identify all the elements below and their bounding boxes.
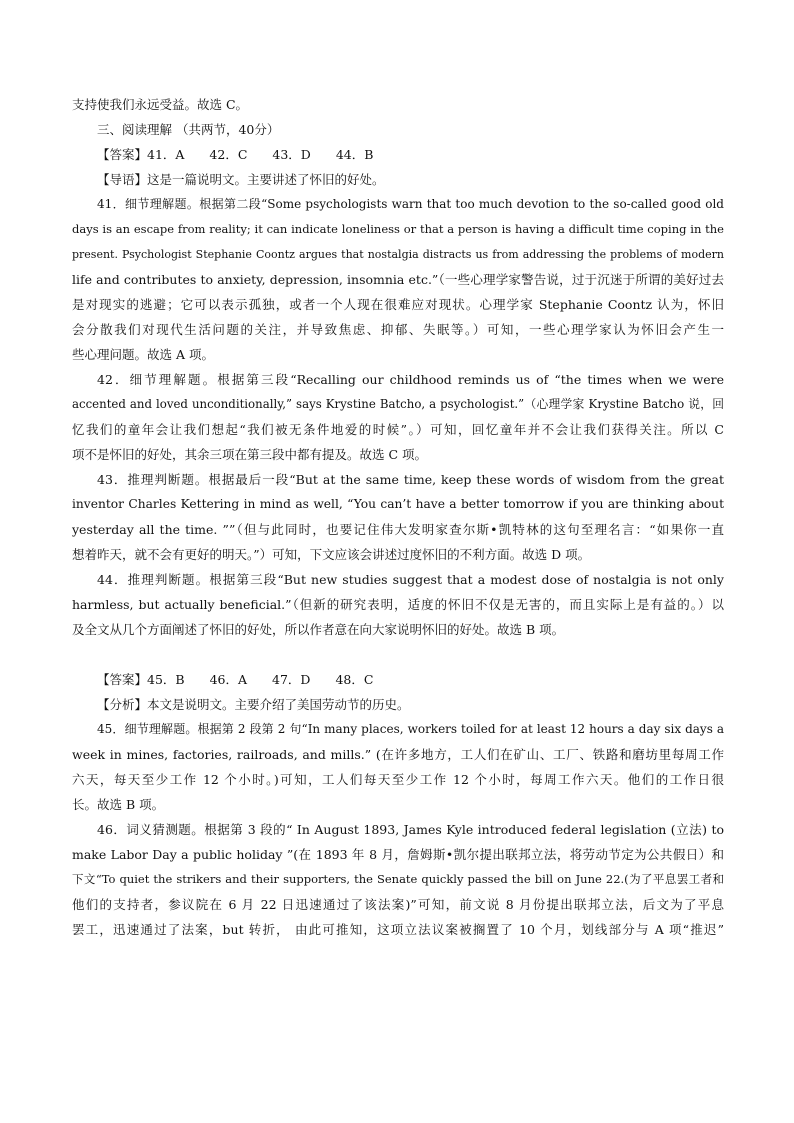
explanation-41-line-3: present. Psychologist Stephanie Coontz argues that nostalgia distracts us from addressing the problems of modern xyxy=(72,248,724,261)
explanation-43-line-4: 想着昨天，就不会有更好的明天。”）可知，下文应该会讲述过度怀旧的不利方面。故选 D 项。 xyxy=(72,547,591,562)
explanation-42-line-2: accented and loved unconditionally,” says Krystine Batcho, a psychologist.”（心理学家 Krystine Batcho 说，回 xyxy=(72,397,724,411)
section-gap xyxy=(72,642,724,667)
document-page xyxy=(72,92,724,942)
explanation-43-line-3: yesterday all the time. ””（但与此同时，也要记住伟大发明家查尔斯•凯特林的这句至理名言：“如果你一直 xyxy=(72,522,724,537)
explanation-46-line-1: 46．词义猜测题。根据第 3 段的“ In August 1893, James Kyle introduced federal legislation (立法) to xyxy=(97,822,724,837)
explanation-41-line-5: 是对现实的逃避；它可以表示孤独，或者一个人现在很难应对现状。心理学家 Stephanie Coontz 认为，怀旧 xyxy=(72,297,724,312)
explanation-46-line-4: 他们的支持者，参议院在 6 月 22 日迅速通过了该法案)”可知，前文说 8 月份提出联邦立法，后文为了平息 xyxy=(72,897,724,912)
explanation-43-line-1: 43．推理判断题。根据最后一段“But at the same time, keep these words of wisdom from the great xyxy=(97,472,724,487)
explanation-41-line-6: 会分散我们对现代生活问题的关注，并导致焦虑、抑郁、失眠等。）可知，一些心理学家认为怀旧会产生一 xyxy=(72,322,724,337)
section-heading: 三、阅读理解 （共两节，40分） xyxy=(97,122,280,137)
explanation-46-line-5: 罢工，迅速通过了法案，but 转折， 由此可推知，这项立法议案被搁置了 10 个月，划线部分与 A 项“推迟” xyxy=(72,922,724,937)
answer-continuation: 支持使我们永远受益。故选 C。 xyxy=(72,97,249,112)
explanation-44-line-3: 及全文从几个方面阐述了怀旧的好处，所以作者意在向大家说明怀旧的好处。故选 B 项。 xyxy=(72,622,565,637)
explanation-41-line-4: life and contributes to anxiety, depression, insomnia etc.”（一些心理学家警告说，过于沉迷于所谓的美好过去 xyxy=(72,272,724,287)
explanation-46-line-3: 下文“To quiet the strikers and their supporters, the Senate quickly passed the bill on June 22.(为了平息罢工者和 xyxy=(72,872,724,886)
explanation-41-line-1: 41．细节理解题。根据第二段“Some psychologists warn that too much devotion to the so-called good old xyxy=(97,197,724,211)
explanation-41-line-2: days is an escape from reality; it can indicate loneliness or that a person is having a difficult time coping in the xyxy=(72,222,724,236)
explanation-45-line-4: 长。故选 B 项。 xyxy=(72,797,165,812)
explanation-42-line-1: 42．细节理解题。根据第三段“Recalling our childhood reminds us of “the times when we were xyxy=(97,372,724,387)
explanation-44-line-2: harmless, but actually beneficial.”（但新的研究表明，适度的怀旧不仅是无害的，而且实际上是有益的。）以 xyxy=(72,597,724,612)
explanation-42-line-4: 项不是怀旧的好处，其余三项在第三段中都有提及。故选 C 项。 xyxy=(72,447,428,462)
explanation-44-line-1: 44．推理判断题。根据第三段“But new studies suggest that a modest dose of nostalgia is not only xyxy=(97,572,724,587)
explanation-45-line-1: 45．细节理解题。根据第 2 段第 2 句“In many places, workers toiled for at least 12 hours a day six days a xyxy=(97,722,724,736)
passage-intro: 【导语】这是一篇说明文。主要讲述了怀旧的好处。 xyxy=(97,172,385,187)
explanation-42-line-3: 忆我们的童年会让我们想起“我们被无条件地爱的时候”。）可知，回忆童年并不会让我们获得关注。所以 C xyxy=(72,422,724,437)
passage-analysis: 【分析】本文是说明文。主要介绍了美国劳动节的历史。 xyxy=(97,697,410,712)
explanation-45-line-3: 六天，每天至少工作 12 个小时。)可知，工人们每天至少工作 12 个小时，每周工作六天。他们的工作日很 xyxy=(72,772,724,787)
explanation-45-line-2: week in mines, factories, railroads, and mills.” (在许多地方，工人们在矿山、工厂、铁路和磨坊里每周工作 xyxy=(72,747,724,762)
answer-key-45-48: 【答案】45．B 46．A 47．D 48．C xyxy=(97,672,374,687)
explanation-41-line-7: 些心理问题。故选 A 项。 xyxy=(72,347,214,362)
answer-key-41-44: 【答案】41．A 42．C 43．D 44．B xyxy=(97,147,374,162)
explanation-43-line-2: inventor Charles Kettering in mind as well, “You can’t have a better tomorrow if you are thinking about xyxy=(72,497,724,511)
explanation-46-line-2: make Labor Day a public holiday ”(在 1893 年 8 月，詹姆斯•凯尔提出联邦立法，将劳动节定为公共假日）和 xyxy=(72,847,724,862)
